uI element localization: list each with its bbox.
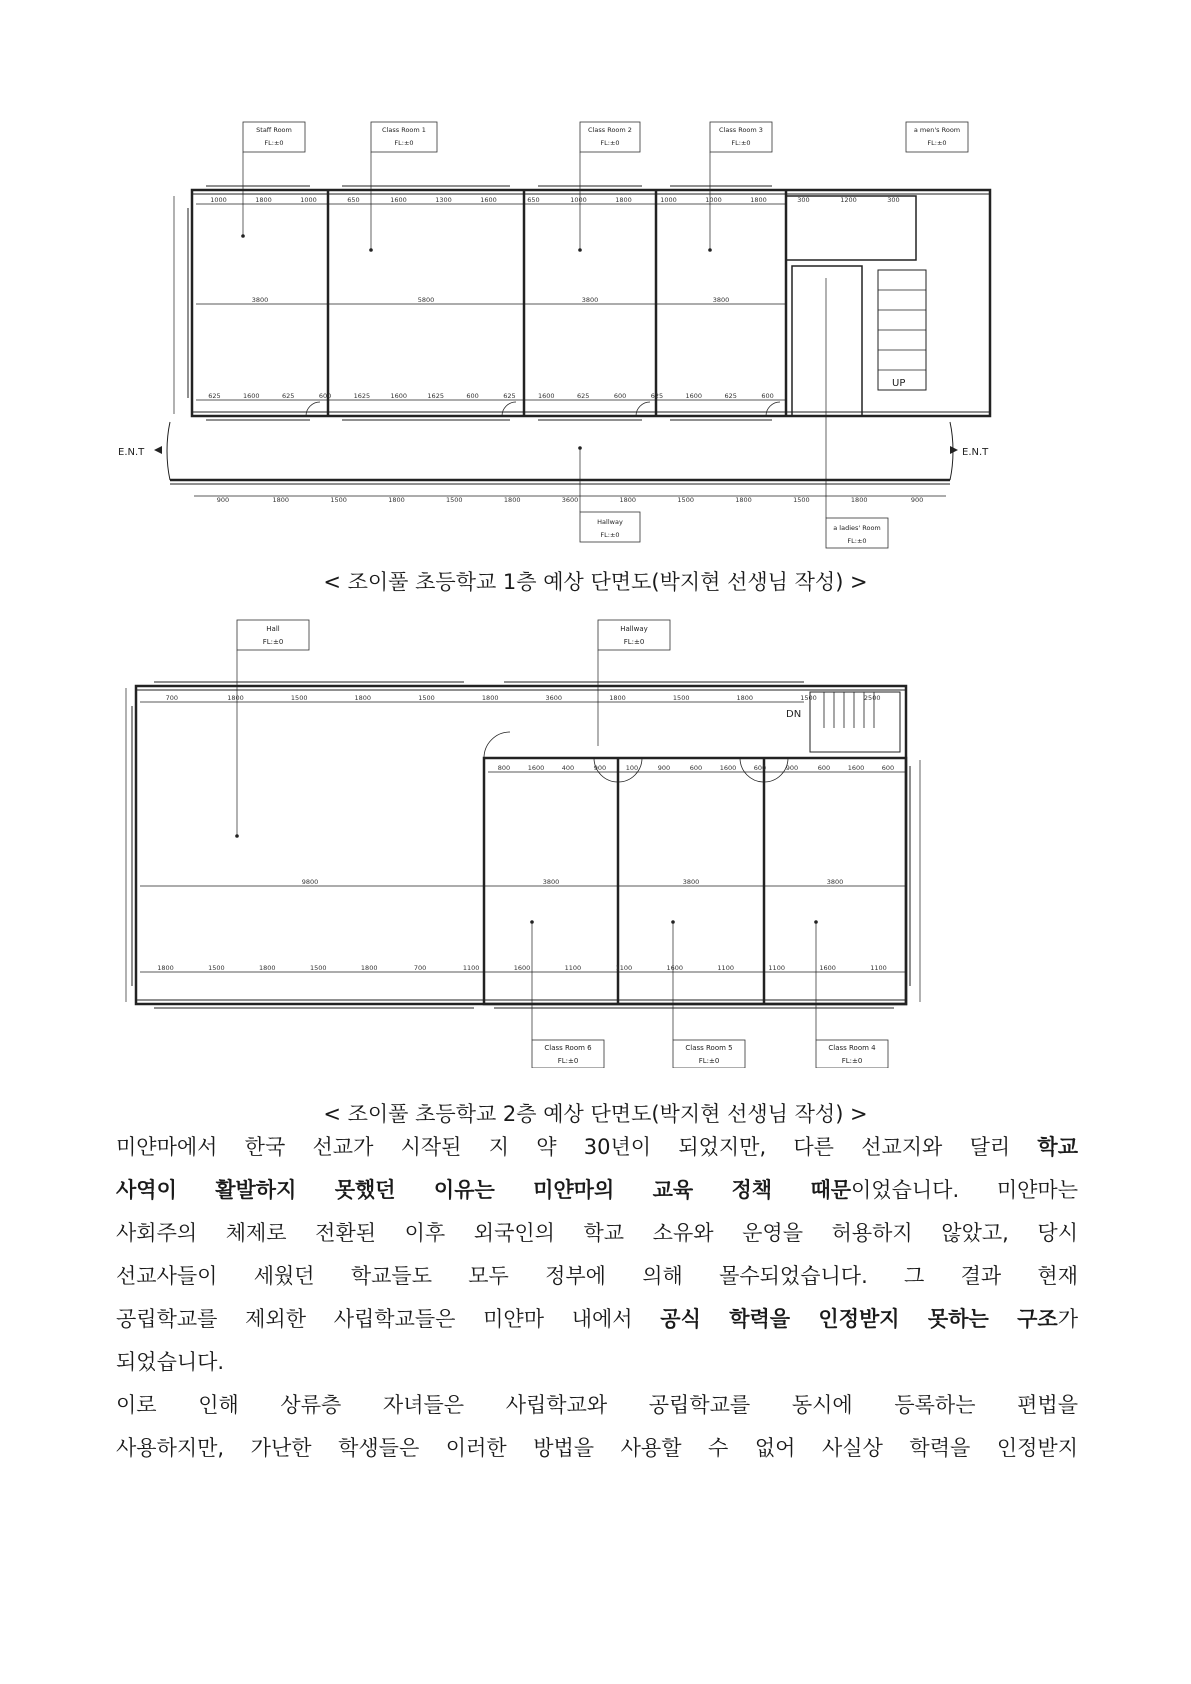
dimension-label: 1600 (847, 764, 865, 772)
dimension-label: 650 (527, 196, 540, 204)
dimension-label: 1500 (310, 964, 327, 972)
figure-caption-1: < 조이풀 초등학교 1층 예상 단면도(박지현 선생님 작성) > (323, 570, 868, 594)
class-room-2-label: Class Room 2 (588, 126, 632, 134)
dimension-label: 1100 (717, 964, 734, 972)
text-run: 미얀마에서 한국 선교가 시작된 지 약 30년이 되었지만, 다른 선교지와 달리 (116, 1135, 1038, 1159)
floor-plan-2f-drawing (124, 616, 1044, 1068)
dimension-label: 100 (625, 764, 639, 772)
dimension-label: 1600 (685, 392, 703, 400)
dimension-label: 1800 (227, 694, 244, 702)
dimension-label: 1500 (793, 496, 810, 504)
dimension-label: 900 (593, 764, 607, 772)
dimension-label: 1800 (735, 496, 752, 504)
dimension-label: 625 (650, 392, 664, 400)
dimension-label: 1500 (672, 694, 690, 702)
dimension-label: 1800 (272, 496, 290, 504)
stairs-up-label: UP (892, 378, 906, 389)
dimension-label: 1800 (157, 964, 174, 972)
dimension-label: 1100 (564, 964, 582, 972)
dimension-label: 600 (318, 392, 332, 400)
dimension-label: 1800 (750, 196, 767, 204)
dimension-label: 400 (561, 764, 575, 772)
dimension-label: 1625 (353, 392, 371, 400)
dimension-label: 1800 (850, 496, 868, 504)
floor-level-label: FL:±0 (394, 139, 414, 147)
text-line (116, 1126, 1078, 1169)
dimension-label: 900 (657, 764, 671, 772)
text-line: 사회주의 체제로 전환된 이후 외국인의 학교 소유와 운영을 허용하지 않았고, 당시 (116, 1221, 1078, 1245)
hallway-label: Hallway (620, 625, 648, 633)
dimension-label: 1800 (736, 694, 754, 702)
floor-plan-1f-drawing (110, 118, 1050, 558)
paragraph-1 (116, 1126, 1078, 1384)
dimension-label: 1000 (210, 196, 227, 204)
stairs-down-label: DN (786, 709, 802, 720)
dimension-label: 1800 (259, 964, 276, 972)
text-line: 되었습니다. (116, 1350, 225, 1374)
dimension-label: 1100 (870, 964, 887, 972)
staff-room-label: Staff Room (256, 126, 292, 134)
figure-caption-2: < 조이풀 초등학교 2층 예상 단면도(박지현 선생님 작성) > (323, 1102, 868, 1126)
dimension-label: 1800 (360, 964, 378, 972)
floor-level-label: FL:±0 (623, 638, 645, 646)
dimension-label: 1000 (705, 196, 722, 204)
dimension-label: 1600 (390, 196, 407, 204)
dimension-label: 1500 (290, 694, 308, 702)
dimension-label: 1500 (800, 694, 817, 702)
entrance-right-label: E.N.T (962, 447, 989, 458)
entrance-arrow-icon (154, 446, 162, 454)
dimension-label: 625 (503, 392, 516, 400)
floor-level-label: FL:±0 (927, 139, 947, 147)
floor-level-label: FL:±0 (264, 139, 284, 147)
dimension-label: 600 (881, 764, 895, 772)
hall-label: Hall (266, 625, 280, 633)
dimension-label: 1000 (570, 196, 587, 204)
dimension-label: 600 (753, 764, 767, 772)
dimension-label: 3800 (581, 296, 599, 304)
dimension-label: 800 (497, 764, 511, 772)
dimension-label: 3800 (251, 296, 269, 304)
class-room-1-label: Class Room 1 (382, 126, 426, 134)
dimension-label: 600 (761, 392, 774, 400)
class-room-5-label: Class Room 5 (685, 1044, 733, 1052)
entrance-left-label: E.N.T (118, 447, 145, 458)
dimension-label: 1000 (300, 196, 317, 204)
dimension-label: 1100 (615, 964, 633, 972)
dimension-label: 1600 (719, 764, 737, 772)
text-line (116, 1169, 1078, 1212)
dimension-label: 1000 (660, 196, 677, 204)
dimension-label: 625 (281, 392, 295, 400)
dimension-label: 625 (724, 392, 737, 400)
dimension-label: 1100 (462, 964, 480, 972)
hallway-label: Hallway (597, 518, 623, 526)
dimension-label: 600 (466, 392, 479, 400)
floor-plan-2f (124, 616, 1044, 1068)
floor-level-label: FL:±0 (847, 537, 867, 545)
dimension-label: 1625 (427, 392, 444, 400)
dimension-label: 300 (887, 196, 900, 204)
dimension-label: 1600 (480, 196, 497, 204)
floor-level-label: FL:±0 (731, 139, 751, 147)
dimension-label: 1600 (243, 392, 260, 400)
dimension-label: 3600 (545, 694, 563, 702)
dimension-label: 3800 (712, 296, 730, 304)
dimension-label: 1500 (677, 496, 694, 504)
dimension-label: 1500 (208, 964, 225, 972)
dimension-label: 1800 (481, 694, 499, 702)
dimension-label: 1800 (354, 694, 372, 702)
dimension-label: 1200 (840, 196, 857, 204)
dimension-label: 1600 (666, 964, 684, 972)
dimension-label: 1500 (418, 694, 435, 702)
ladies-room-label: a ladies' Room (833, 524, 881, 532)
dimension-label: 3800 (682, 878, 700, 886)
floor-level-label: FL:±0 (698, 1057, 720, 1065)
class-room-3-label: Class Room 3 (719, 126, 763, 134)
floor-level-label: FL:±0 (600, 531, 620, 539)
floor-level-label: FL:±0 (841, 1057, 863, 1065)
class-room-6-label: Class Room 6 (544, 1044, 592, 1052)
dimension-label: 1800 (503, 496, 521, 504)
body-text (116, 1126, 1078, 1470)
dimension-label: 1500 (446, 496, 463, 504)
entrance-arrow-icon (950, 446, 958, 454)
dimension-label: 9800 (301, 878, 319, 886)
bold-text: 학교 (1037, 1135, 1078, 1159)
dimension-label: 625 (208, 392, 221, 400)
floor-level-label: FL:±0 (600, 139, 620, 147)
dimension-label: 650 (347, 196, 360, 204)
text-line: 이로 인해 상류층 자녀들은 사립학교와 공립학교를 동시에 등록하는 편법을 (116, 1393, 1078, 1417)
dimension-label: 900 (785, 764, 799, 772)
text-line: 사용하지만, 가난한 학생들은 이러한 방법을 사용할 수 없어 사실상 학력을 인정받지 (116, 1436, 1078, 1460)
dimension-label: 3800 (542, 878, 560, 886)
bold-text: 사역이 활발하지 못했던 이유는 미얀마의 교육 정책 때문 (116, 1178, 852, 1202)
dimension-label: 625 (576, 392, 590, 400)
dimension-label: 1500 (330, 496, 347, 504)
paragraph-2 (116, 1384, 1078, 1470)
dimension-label: 1300 (435, 196, 452, 204)
floor-level-label: FL:±0 (262, 638, 284, 646)
dimension-label: 600 (613, 392, 627, 400)
dimension-label: 3600 (561, 496, 579, 504)
dimension-label: 5800 (417, 296, 435, 304)
dimension-label: 1600 (527, 764, 545, 772)
dimension-label: 2500 (863, 694, 881, 702)
text-run: 이었습니다. 미얀마는 (851, 1178, 1078, 1202)
dimension-label: 1100 (768, 964, 785, 972)
dimension-label: 600 (817, 764, 831, 772)
dimension-label: 300 (797, 196, 810, 204)
dimension-label: 1800 (388, 496, 405, 504)
dimension-label: 1600 (513, 964, 531, 972)
text-run: 공립학교를 제외한 사립학교들은 미얀마 내에서 (116, 1307, 661, 1331)
class-room-4-label: Class Room 4 (828, 1044, 876, 1052)
dimension-label: 900 (910, 496, 924, 504)
mens-room-label: a men's Room (913, 126, 961, 134)
text-line (116, 1298, 1078, 1341)
floor-level-label: FL:±0 (557, 1057, 579, 1065)
dimension-label: 900 (216, 496, 230, 504)
dimension-label: 1600 (538, 392, 555, 400)
dimension-label: 1800 (615, 196, 632, 204)
text-run: 가 (1057, 1307, 1078, 1331)
dimension-label: 1800 (609, 694, 626, 702)
floor-plan-1f (110, 118, 1050, 558)
dimension-label: 1800 (255, 196, 272, 204)
dimension-label: 600 (689, 764, 703, 772)
dimension-label: 3800 (826, 878, 844, 886)
dimension-label: 1800 (619, 496, 637, 504)
dimension-label: 700 (413, 964, 427, 972)
text-line: 선교사들이 세웠던 학교들도 모두 정부에 의해 몰수되었습니다. 그 결과 현재 (116, 1264, 1078, 1288)
dimension-label: 1600 (819, 964, 836, 972)
dimension-label: 700 (165, 694, 179, 702)
bold-text: 공식 학력을 인정받지 못하는 구조 (660, 1307, 1058, 1331)
dimension-label: 1600 (390, 392, 408, 400)
